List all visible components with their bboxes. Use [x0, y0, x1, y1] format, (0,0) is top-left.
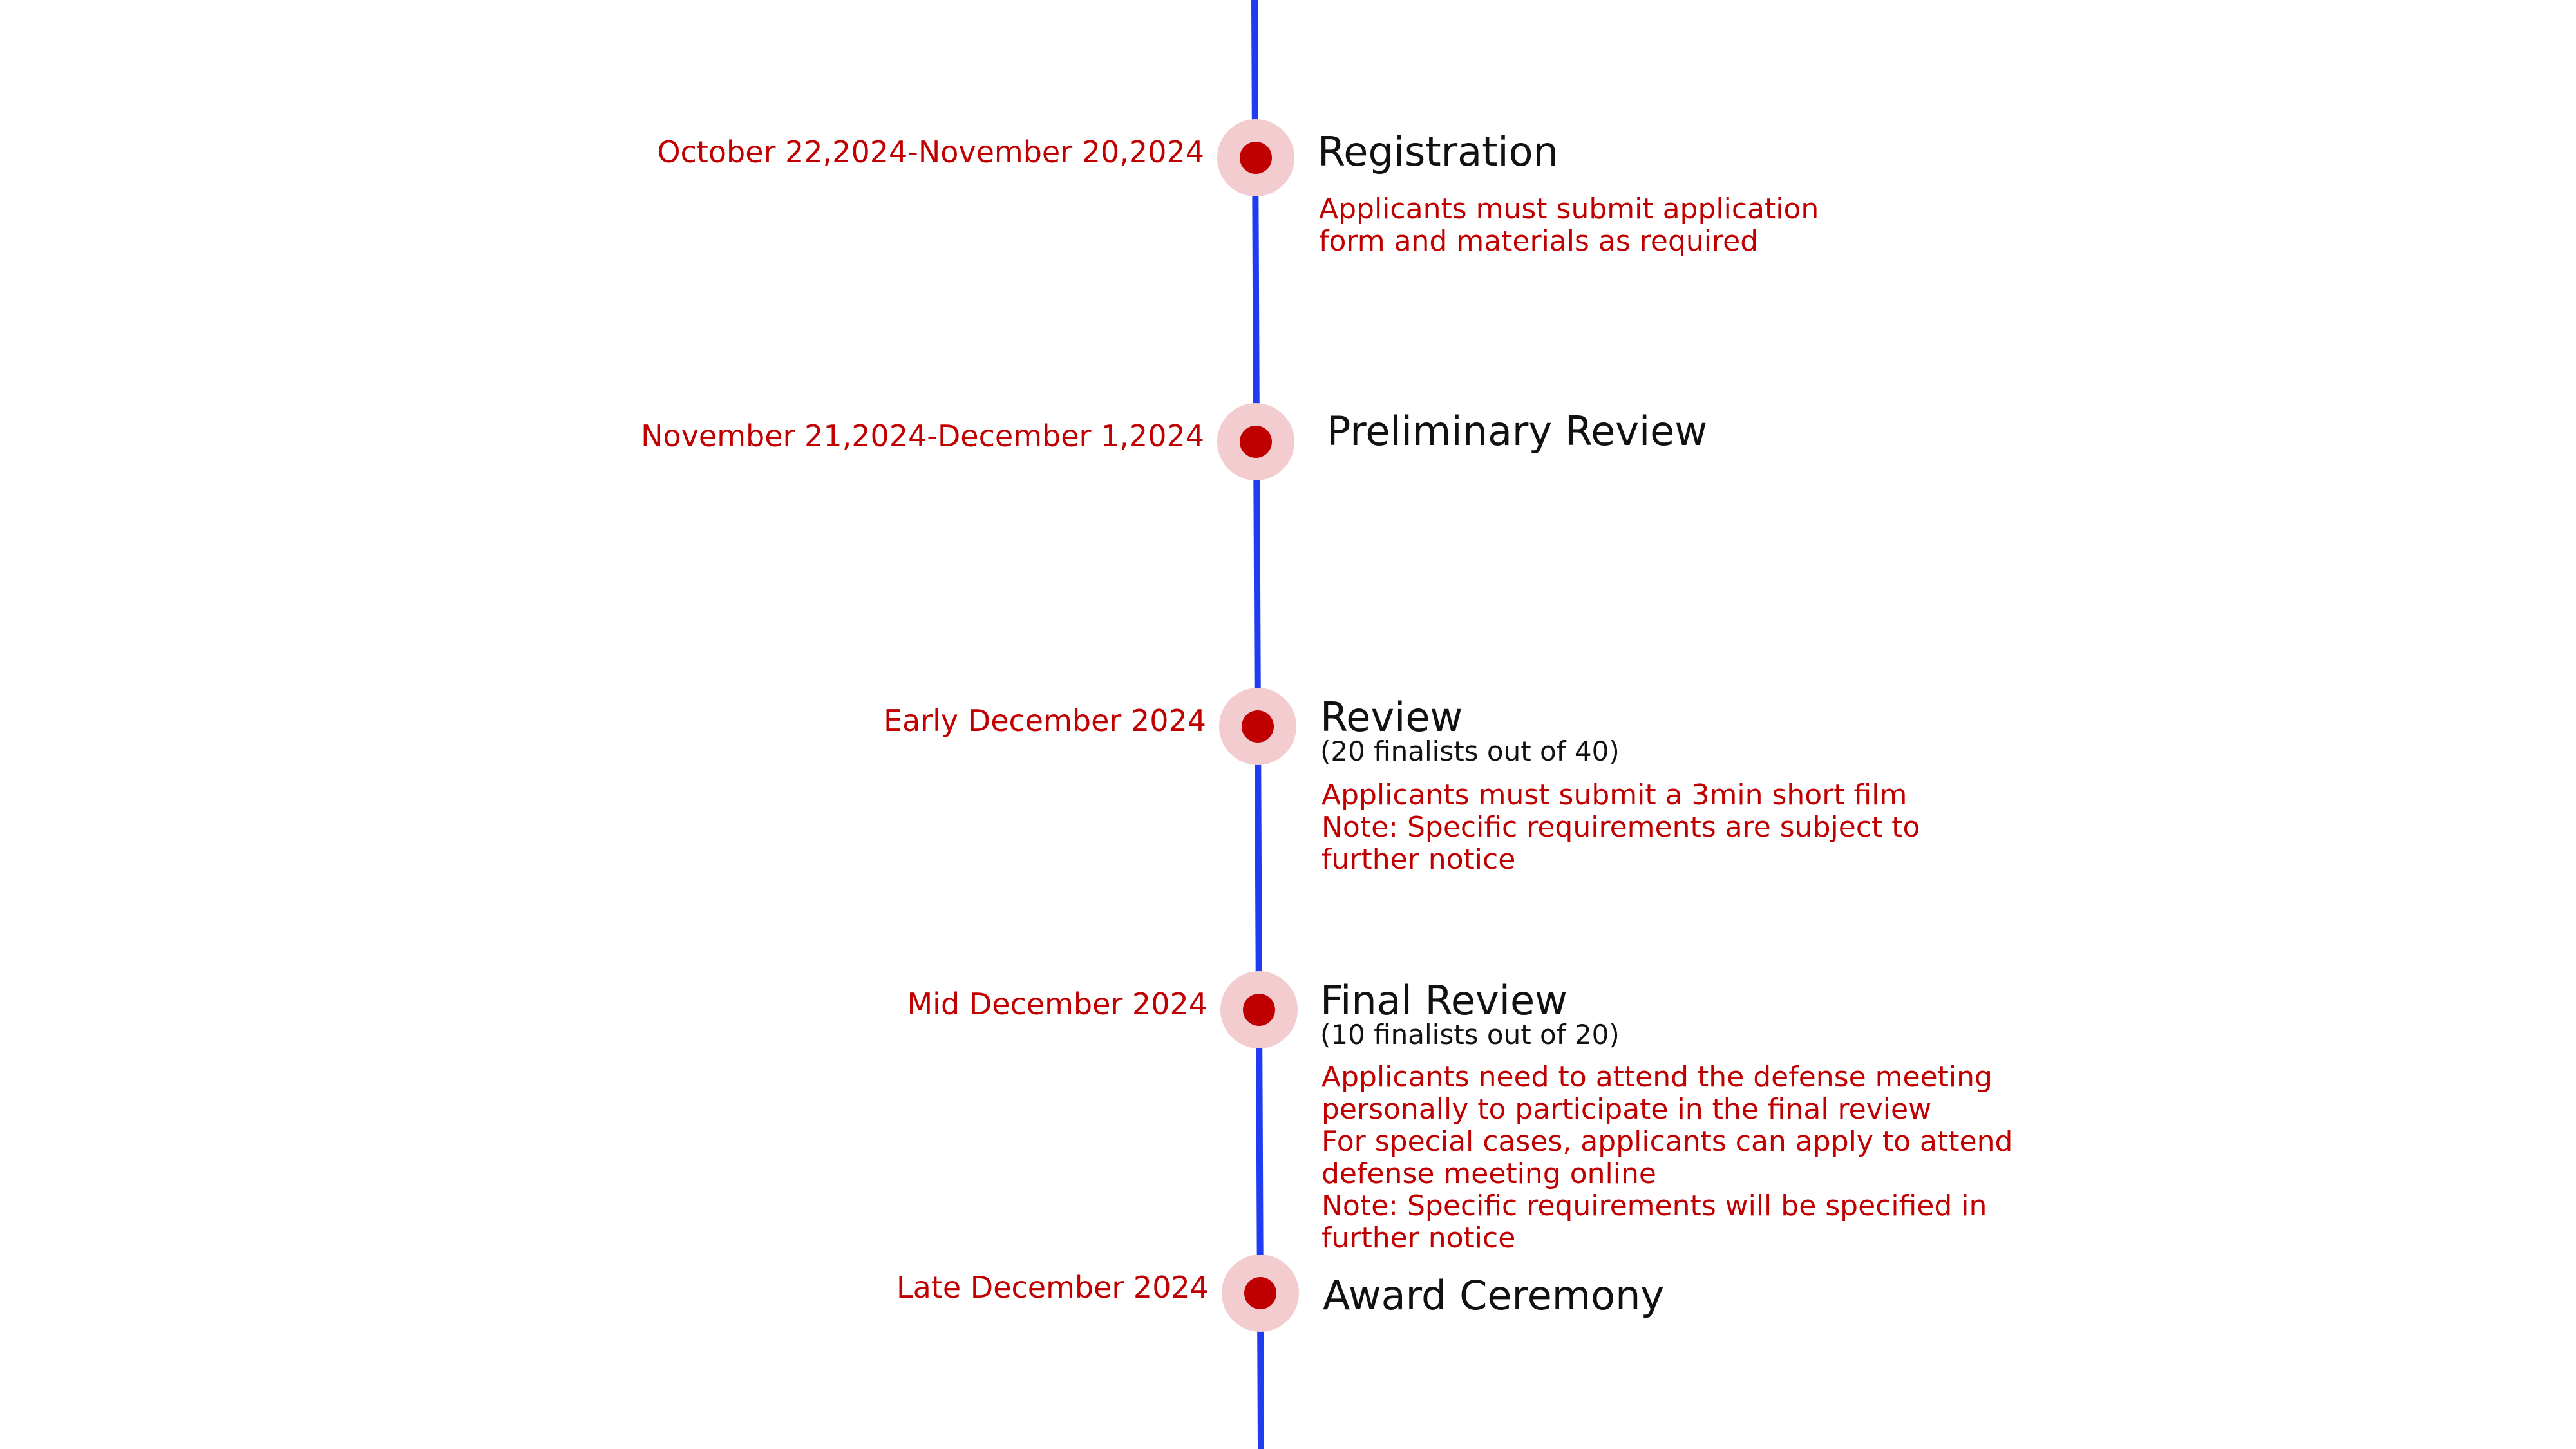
- event-date: Early December 2024: [883, 703, 1206, 738]
- event-marker-dot: [1242, 710, 1274, 743]
- event-description-line: Note: Specific requirements will be specified in: [1321, 1189, 1987, 1222]
- event-title: Registration: [1318, 128, 1558, 175]
- event-marker-dot: [1240, 426, 1272, 458]
- event-marker-dot: [1244, 1277, 1276, 1309]
- event-description: [1319, 193, 1819, 258]
- event-description: [1321, 779, 1920, 876]
- event-description-line: Applicants must submit a 3min short film: [1321, 779, 1908, 811]
- event-marker-dot: [1240, 142, 1272, 174]
- event-marker-dot: [1243, 994, 1275, 1026]
- event-date: Mid December 2024: [907, 987, 1208, 1021]
- event-title: Award Ceremony: [1323, 1272, 1665, 1319]
- event-description-line: further notice: [1321, 843, 1516, 876]
- event-description: [1321, 1061, 2012, 1255]
- event-title: Final Review: [1320, 977, 1567, 1024]
- event-subtitle: (10 finalists out of 20): [1320, 1019, 1620, 1050]
- event-description-line: Applicants need to attend the defense meeting: [1321, 1061, 1993, 1094]
- event-description-line: further notice: [1321, 1222, 1516, 1255]
- event-description-line: Applicants must submit application: [1319, 193, 1819, 225]
- event-date: November 21,2024-December 1,2024: [641, 419, 1204, 453]
- event-description-line: personally to participate in the final review: [1321, 1093, 1932, 1126]
- event-subtitle: (20 finalists out of 40): [1320, 735, 1620, 767]
- event-title: Preliminary Review: [1327, 408, 1708, 455]
- event-date: Late December 2024: [896, 1270, 1209, 1305]
- event-date: October 22,2024-November 20,2024: [657, 135, 1204, 169]
- event-description-line: defense meeting online: [1321, 1157, 1656, 1190]
- event-title: Review: [1320, 694, 1463, 741]
- event-description-line: Note: Specific requirements are subject to: [1321, 811, 1920, 844]
- event-description-line: form and materials as required: [1319, 225, 1759, 258]
- event-description-line: For special cases, applicants can apply to attend: [1321, 1125, 2013, 1158]
